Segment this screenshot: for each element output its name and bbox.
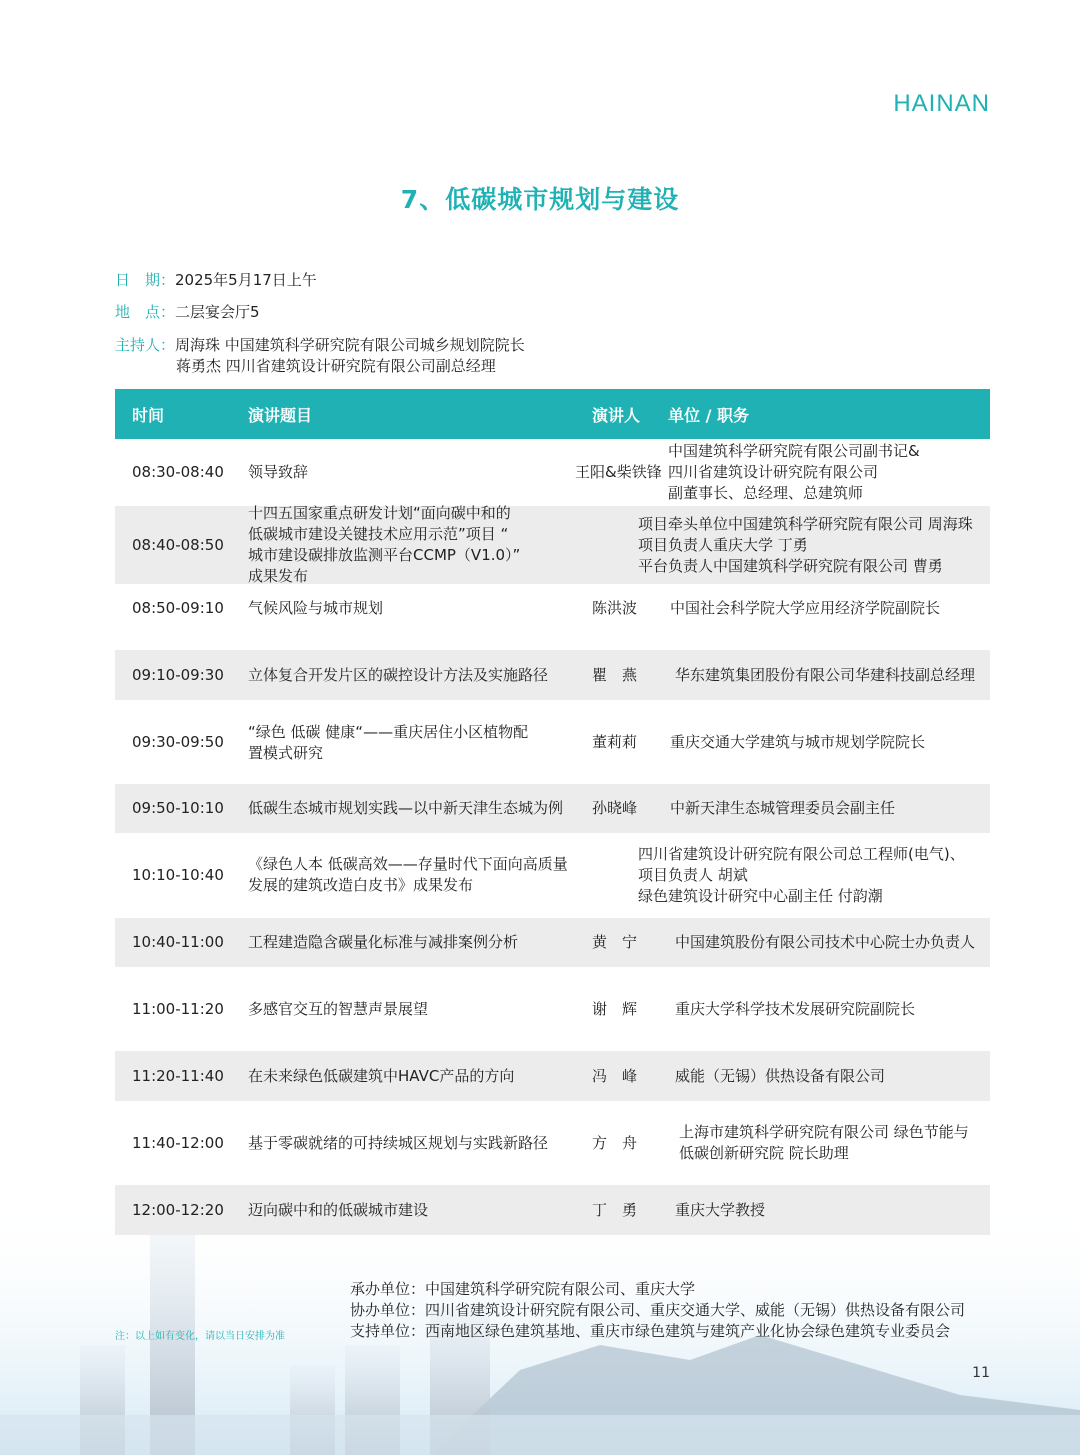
support-organizer: 支持单位：西南地区绿色建筑基地、重庆市绿色建筑与建筑产业化协会绿色建筑专业委员会 — [350, 1322, 951, 1340]
table-row — [115, 1113, 990, 1173]
row-topic: 迈向碳中和的低碳城市建设 — [248, 1200, 429, 1219]
table-row — [115, 710, 990, 775]
row-topic: 《绿色人本 低碳高效——存量时代下面向高质量 发展的建筑改造白皮书》成果发布 — [248, 855, 568, 894]
date-line — [115, 270, 317, 291]
row-speaker: 瞿 燕 — [592, 665, 638, 684]
row-unit: 中国建筑股份有限公司技术中心院士办负责人 — [675, 933, 976, 951]
row-time: 11:40-12:00 — [132, 1133, 224, 1152]
row-speaker: 陈洪波 — [592, 598, 638, 617]
table-row — [115, 784, 990, 833]
header-speaker: 演讲人 — [592, 406, 641, 425]
row-topic: 领导致辞 — [248, 463, 309, 481]
table-row — [115, 842, 990, 908]
row-unit: 重庆大学教授 — [675, 1200, 766, 1219]
row-time: 09:10-09:30 — [132, 665, 224, 684]
table-header — [115, 389, 990, 439]
row-unit: 项目牵头单位中国建筑科学研究院有限公司 周海珠 项目负责人重庆大学 丁勇 平台负责人中国建筑科学研究院有限公司 曹勇 — [638, 514, 973, 575]
row-time: 09:50-10:10 — [132, 799, 224, 817]
table-row — [115, 918, 990, 967]
table-row — [115, 439, 990, 506]
table-row — [115, 1051, 990, 1101]
row-topic: 立体复合开发片区的碳控设计方法及实施路径 — [248, 665, 549, 684]
date-label: 日 期： — [115, 271, 176, 289]
host-line — [115, 335, 525, 356]
row-speaker: 孙晓峰 — [592, 799, 638, 817]
row-speaker: 黄 宁 — [592, 933, 638, 951]
table-row — [115, 985, 990, 1034]
row-time: 08:40-08:50 — [132, 535, 224, 554]
session-title: 7、低碳城市规划与建设 — [400, 185, 680, 214]
row-speaker: 谢 辉 — [592, 1000, 638, 1018]
row-time: 09:30-09:50 — [132, 733, 224, 751]
date-value: 2025年5月17日上午 — [175, 271, 317, 289]
row-unit: 华东建筑集团股份有限公司华建科技副总经理 — [675, 665, 976, 684]
row-speaker: 冯 峰 — [592, 1066, 638, 1085]
co-organizer: 协办单位：四川省建筑设计研究院有限公司、重庆交通大学、威能（无锡）供热设备有限公司 — [350, 1301, 966, 1319]
table-row — [115, 1185, 990, 1235]
row-unit: 上海市建筑科学研究院有限公司 绿色节能与 低碳创新研究院 院长助理 — [679, 1123, 969, 1162]
header-time: 时间 — [132, 406, 165, 425]
venue-line — [115, 302, 260, 323]
row-topic: 基于零碳就绪的可持续城区规划与实践新路径 — [248, 1133, 549, 1152]
page-number: 11 — [972, 1365, 990, 1381]
row-time: 12:00-12:20 — [132, 1200, 224, 1219]
header-unit: 单位 / 职务 — [668, 406, 749, 425]
row-topic: 十四五国家重点研发计划“面向碳中和的 低碳城市建设关键技术应用示范”项目 “ 城市建设碳排放监测平台CCMP（V1.0）” 成果发布 — [248, 504, 521, 585]
row-topic: 气候风险与城市规划 — [248, 599, 384, 617]
row-topic: 低碳生态城市规划实践—以中新天津生态城为例 — [248, 799, 564, 817]
row-topic: “绿色 低碳 健康“——重庆居住小区植物配 置模式研究 — [248, 722, 529, 762]
brand-title: HAINAN — [893, 90, 990, 117]
row-speaker: 董莉莉 — [592, 733, 638, 751]
row-time: 10:40-11:00 — [132, 933, 224, 951]
row-unit: 四川省建筑设计研究院有限公司总工程师(电气)、 项目负责人 胡斌 绿色建筑设计研究中心副主任 付韵潮 — [638, 844, 965, 905]
host-2: 蒋勇杰 四川省建筑设计研究院有限公司副总经理 — [176, 357, 496, 375]
row-unit: 重庆大学科学技术发展研究院副院长 — [675, 1000, 916, 1018]
venue-label: 地 点： — [115, 303, 176, 321]
host-label: 主持人： — [115, 336, 176, 354]
row-topic: 多感官交互的智慧声景展望 — [248, 1000, 429, 1018]
table-row — [115, 506, 990, 584]
host-organizer: 承办单位：中国建筑科学研究院有限公司、重庆大学 — [350, 1280, 696, 1298]
row-unit: 中国社会科学院大学应用经济学院副院长 — [670, 598, 941, 617]
row-time: 11:20-11:40 — [132, 1066, 224, 1085]
header-topic: 演讲题目 — [248, 406, 313, 425]
table-row — [115, 650, 990, 700]
row-unit: 重庆交通大学建筑与城市规划学院院长 — [670, 733, 926, 751]
row-topic: 在未来绿色低碳建筑中HAVC产品的方向 — [248, 1066, 515, 1085]
row-unit: 中新天津生态城管理委员会副主任 — [670, 799, 896, 817]
row-speaker: 丁 勇 — [592, 1200, 638, 1219]
row-speaker: 王阳&柴铁锋 — [575, 463, 662, 481]
row-topic: 工程建造隐含碳量化标准与减排案例分析 — [248, 933, 519, 951]
row-speaker: 方 舟 — [592, 1133, 638, 1152]
venue-value: 二层宴会厅5 — [175, 303, 260, 321]
row-time: 10:10-10:40 — [132, 865, 224, 884]
row-time: 11:00-11:20 — [132, 1000, 224, 1018]
row-time: 08:30-08:40 — [132, 463, 224, 481]
row-unit: 威能（无锡）供热设备有限公司 — [675, 1066, 886, 1085]
row-time: 08:50-09:10 — [132, 599, 224, 617]
host-1: 周海珠 中国建筑科学研究院有限公司城乡规划院院长 — [175, 336, 525, 354]
change-note: 注：以上如有变化，请以当日安排为准 — [115, 1331, 285, 1342]
table-row — [115, 584, 990, 632]
row-unit: 中国建筑科学研究院有限公司副书记& 四川省建筑设计研究院有限公司 副董事长、总经理、总建筑师 — [668, 442, 920, 502]
